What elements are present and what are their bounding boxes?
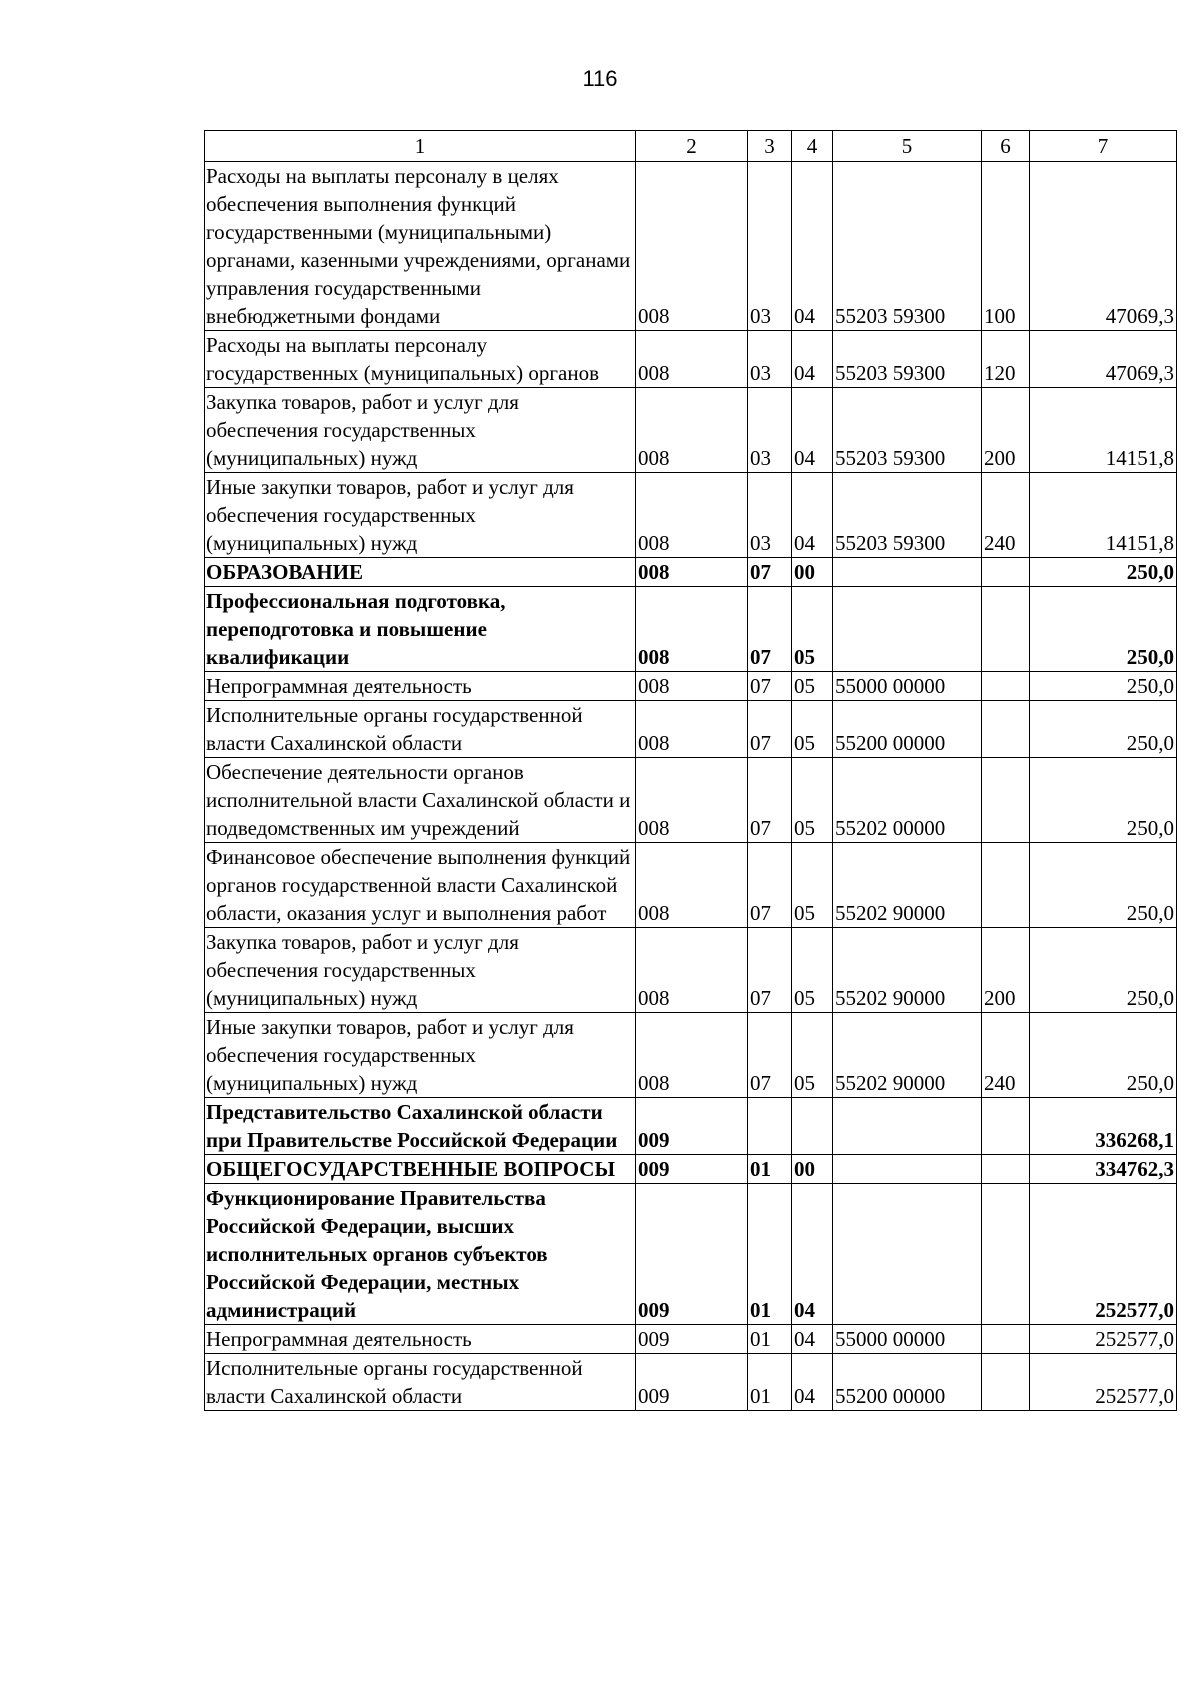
table-header-row — [205, 131, 1177, 162]
subsection-code-cell: 05 — [792, 928, 833, 1013]
section-code-cell: 07 — [748, 558, 792, 587]
table-row — [205, 701, 1177, 758]
table-row — [205, 162, 1177, 331]
expense-type-code-cell: 200 — [982, 928, 1030, 1013]
row-name-cell: Иные закупки товаров, работ и услуг для обеспечения государственных (муниципальных) нужд — [205, 473, 636, 558]
table-row — [205, 587, 1177, 672]
table-row — [205, 1013, 1177, 1098]
header-cell: 5 — [833, 131, 982, 162]
row-name-cell: Расходы на выплаты персоналу в целях обеспечения выполнения функций государственными (муниципальными) органами, казенными учреждениями, органами управления государственными внебюджетными фондами — [205, 162, 636, 331]
ministry-code-cell: 008 — [636, 331, 748, 388]
target-item-code-cell — [833, 1184, 982, 1325]
header-cell: 4 — [792, 131, 833, 162]
amount-cell: 250,0 — [1030, 928, 1177, 1013]
target-item-code-cell — [833, 587, 982, 672]
ministry-code-cell: 008 — [636, 672, 748, 701]
table-row — [205, 928, 1177, 1013]
target-item-code-cell: 55203 59300 — [833, 162, 982, 331]
amount-cell: 250,0 — [1030, 701, 1177, 758]
page-number: 116 — [582, 66, 618, 91]
header-cell: 6 — [982, 131, 1030, 162]
amount-cell: 250,0 — [1030, 1013, 1177, 1098]
table-row — [205, 473, 1177, 558]
ministry-code-cell: 008 — [636, 843, 748, 928]
row-name-cell: Непрограммная деятельность — [205, 672, 636, 701]
subsection-code-cell: 00 — [792, 1155, 833, 1184]
expense-type-code-cell — [982, 843, 1030, 928]
target-item-code-cell: 55202 90000 — [833, 843, 982, 928]
ministry-code-cell: 009 — [636, 1354, 748, 1411]
row-name-cell: Исполнительные органы государственной власти Сахалинской области — [205, 1354, 636, 1411]
amount-cell: 47069,3 — [1030, 331, 1177, 388]
ministry-code-cell: 008 — [636, 473, 748, 558]
expense-type-code-cell — [982, 758, 1030, 843]
table-row — [205, 1098, 1177, 1155]
amount-cell: 14151,8 — [1030, 473, 1177, 558]
table-row — [205, 1155, 1177, 1184]
subsection-code-cell: 04 — [792, 331, 833, 388]
amount-cell: 252577,0 — [1030, 1354, 1177, 1411]
budget-table — [204, 130, 1177, 1411]
amount-cell: 250,0 — [1030, 843, 1177, 928]
subsection-code-cell: 00 — [792, 558, 833, 587]
row-name-cell: Закупка товаров, работ и услуг для обеспечения государственных (муниципальных) нужд — [205, 928, 636, 1013]
expense-type-code-cell — [982, 1098, 1030, 1155]
section-code-cell: 07 — [748, 928, 792, 1013]
expense-type-code-cell — [982, 1155, 1030, 1184]
ministry-code-cell: 008 — [636, 701, 748, 758]
table-row — [205, 672, 1177, 701]
table-row — [205, 1325, 1177, 1354]
row-name-cell: ОБРАЗОВАНИЕ — [205, 558, 636, 587]
ministry-code-cell: 009 — [636, 1155, 748, 1184]
expense-type-code-cell: 100 — [982, 162, 1030, 331]
table-row — [205, 388, 1177, 473]
section-code-cell: 07 — [748, 672, 792, 701]
ministry-code-cell: 008 — [636, 928, 748, 1013]
amount-cell: 250,0 — [1030, 587, 1177, 672]
expense-type-code-cell: 200 — [982, 388, 1030, 473]
subsection-code-cell: 05 — [792, 587, 833, 672]
row-name-cell: Функционирование Правительства Российской Федерации, высших исполнительных органов субъектов Российской Федерации, местных администраций — [205, 1184, 636, 1325]
subsection-code-cell: 04 — [792, 388, 833, 473]
target-item-code-cell: 55202 00000 — [833, 758, 982, 843]
expense-type-code-cell — [982, 672, 1030, 701]
row-name-cell: Исполнительные органы государственной власти Сахалинской области — [205, 701, 636, 758]
subsection-code-cell: 05 — [792, 843, 833, 928]
section-code-cell: 07 — [748, 587, 792, 672]
target-item-code-cell: 55200 00000 — [833, 1354, 982, 1411]
subsection-code-cell: 05 — [792, 758, 833, 843]
section-code-cell: 03 — [748, 388, 792, 473]
amount-cell: 336268,1 — [1030, 1098, 1177, 1155]
subsection-code-cell: 04 — [792, 1325, 833, 1354]
row-name-cell: ОБЩЕГОСУДАРСТВЕННЫЕ ВОПРОСЫ — [205, 1155, 636, 1184]
section-code-cell: 03 — [748, 331, 792, 388]
section-code-cell: 03 — [748, 162, 792, 331]
amount-cell: 250,0 — [1030, 672, 1177, 701]
row-name-cell: Расходы на выплаты персоналу государственных (муниципальных) органов — [205, 331, 636, 388]
target-item-code-cell — [833, 1098, 982, 1155]
target-item-code-cell: 55000 00000 — [833, 1325, 982, 1354]
amount-cell: 250,0 — [1030, 558, 1177, 587]
expense-type-code-cell — [982, 587, 1030, 672]
ministry-code-cell: 009 — [636, 1184, 748, 1325]
section-code-cell: 07 — [748, 758, 792, 843]
target-item-code-cell: 55202 90000 — [833, 928, 982, 1013]
subsection-code-cell: 04 — [792, 1184, 833, 1325]
expense-type-code-cell: 240 — [982, 473, 1030, 558]
target-item-code-cell: 55203 59300 — [833, 473, 982, 558]
ministry-code-cell: 009 — [636, 1098, 748, 1155]
expense-type-code-cell: 240 — [982, 1013, 1030, 1098]
row-name-cell: Финансовое обеспечение выполнения функций органов государственной власти Сахалинской области, оказания услуг и выполнения работ — [205, 843, 636, 928]
amount-cell: 14151,8 — [1030, 388, 1177, 473]
header-cell: 7 — [1030, 131, 1177, 162]
ministry-code-cell: 008 — [636, 558, 748, 587]
section-code-cell: 07 — [748, 1013, 792, 1098]
expense-type-code-cell — [982, 1184, 1030, 1325]
subsection-code-cell: 05 — [792, 672, 833, 701]
amount-cell: 252577,0 — [1030, 1325, 1177, 1354]
subsection-code-cell: 05 — [792, 701, 833, 758]
section-code-cell: 07 — [748, 701, 792, 758]
target-item-code-cell — [833, 558, 982, 587]
target-item-code-cell: 55203 59300 — [833, 388, 982, 473]
table-row — [205, 331, 1177, 388]
header-cell: 3 — [748, 131, 792, 162]
target-item-code-cell: 55000 00000 — [833, 672, 982, 701]
row-name-cell: Иные закупки товаров, работ и услуг для обеспечения государственных (муниципальных) нужд — [205, 1013, 636, 1098]
amount-cell: 47069,3 — [1030, 162, 1177, 331]
subsection-code-cell: 05 — [792, 1013, 833, 1098]
header-cell: 2 — [636, 131, 748, 162]
section-code-cell: 01 — [748, 1325, 792, 1354]
ministry-code-cell: 008 — [636, 587, 748, 672]
expense-type-code-cell — [982, 1325, 1030, 1354]
subsection-code-cell: 04 — [792, 162, 833, 331]
table-row — [205, 1184, 1177, 1325]
subsection-code-cell: 04 — [792, 473, 833, 558]
expense-type-code-cell: 120 — [982, 331, 1030, 388]
expense-type-code-cell — [982, 701, 1030, 758]
section-code-cell: 01 — [748, 1155, 792, 1184]
ministry-code-cell: 008 — [636, 1013, 748, 1098]
subsection-code-cell — [792, 1098, 833, 1155]
row-name-cell: Профессиональная подготовка, переподготовка и повышение квалификации — [205, 587, 636, 672]
row-name-cell: Обеспечение деятельности органов исполнительной власти Сахалинской области и подведомственных им учреждений — [205, 758, 636, 843]
table-row — [205, 558, 1177, 587]
row-name-cell: Представительство Сахалинской области при Правительстве Российской Федерации — [205, 1098, 636, 1155]
ministry-code-cell: 008 — [636, 388, 748, 473]
ministry-code-cell: 008 — [636, 162, 748, 331]
subsection-code-cell: 04 — [792, 1354, 833, 1411]
table-row — [205, 758, 1177, 843]
target-item-code-cell — [833, 1155, 982, 1184]
amount-cell: 252577,0 — [1030, 1184, 1177, 1325]
ministry-code-cell: 008 — [636, 758, 748, 843]
section-code-cell: 07 — [748, 843, 792, 928]
header-cell: 1 — [205, 131, 636, 162]
row-name-cell: Непрограммная деятельность — [205, 1325, 636, 1354]
ministry-code-cell: 009 — [636, 1325, 748, 1354]
section-code-cell: 03 — [748, 473, 792, 558]
section-code-cell — [748, 1098, 792, 1155]
amount-cell: 334762,3 — [1030, 1155, 1177, 1184]
target-item-code-cell: 55202 90000 — [833, 1013, 982, 1098]
row-name-cell: Закупка товаров, работ и услуг для обеспечения государственных (муниципальных) нужд — [205, 388, 636, 473]
target-item-code-cell: 55203 59300 — [833, 331, 982, 388]
section-code-cell: 01 — [748, 1184, 792, 1325]
table-row — [205, 1354, 1177, 1411]
expense-type-code-cell — [982, 558, 1030, 587]
amount-cell: 250,0 — [1030, 758, 1177, 843]
table-row — [205, 843, 1177, 928]
target-item-code-cell: 55200 00000 — [833, 701, 982, 758]
expense-type-code-cell — [982, 1354, 1030, 1411]
section-code-cell: 01 — [748, 1354, 792, 1411]
